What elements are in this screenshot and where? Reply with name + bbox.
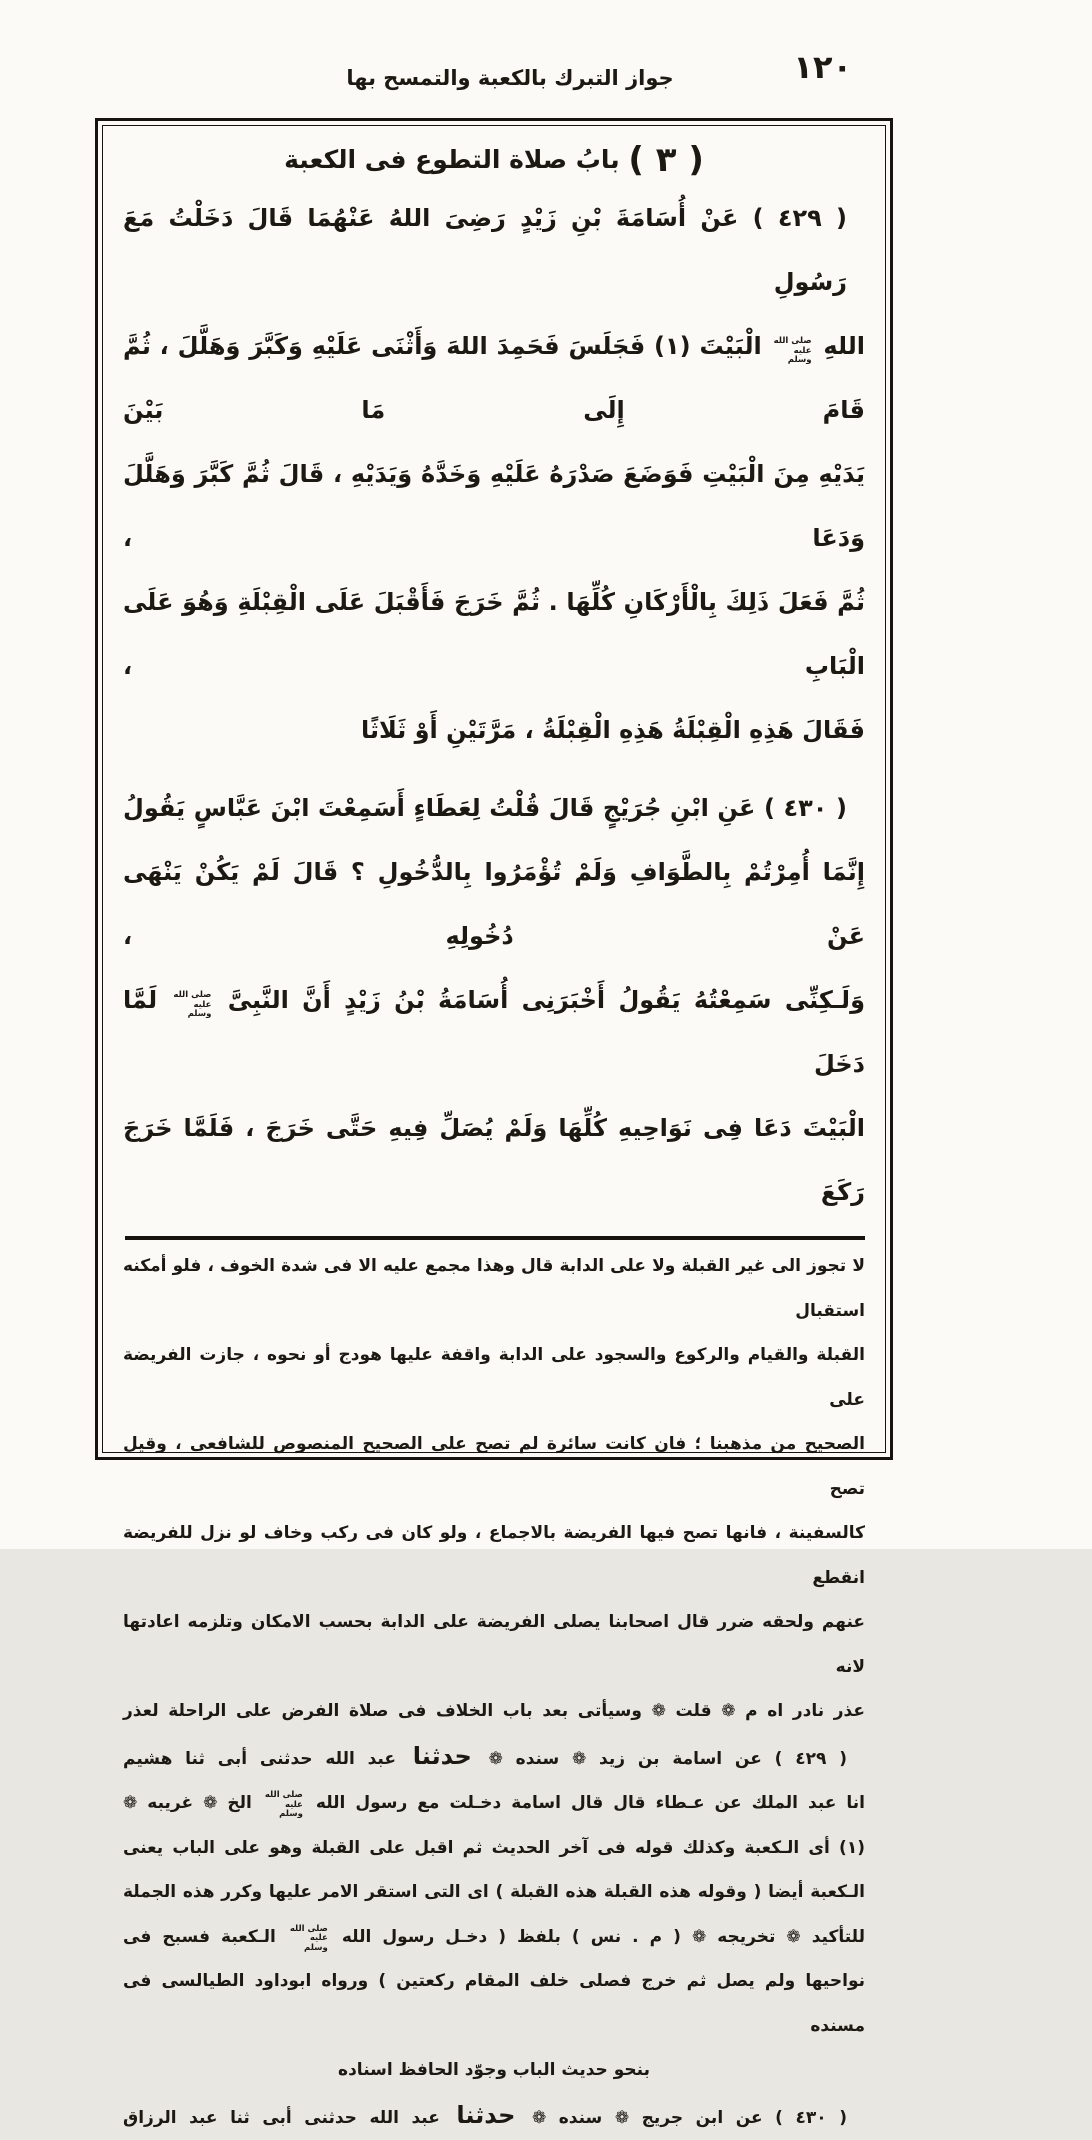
- sallallahu-alayhi-wasallam-symbol: صلى الله عليه وسلم: [290, 1925, 328, 1953]
- running-header-title: جواز التبرك بالكعبة والتمسح بها: [160, 66, 860, 90]
- matn-commentary-divider: [125, 1236, 865, 1240]
- text-line: فَقَالَ هَذِهِ الْقِبْلَةُ هَذِهِ الْقِبْلَةُ ، مَرَّتَيْنِ أَوْ ثَلَاثًا: [123, 698, 865, 762]
- text-line: وَلَـكِنِّى سَمِعْتُهُ يَقُولُ أَخْبَرَنِى أُسَامَةُ بْنُ زَيْدٍ أَنَّ النَّبِىَّ صلى الله عليه وسلم لَمَّا دَخَلَ: [123, 968, 865, 1096]
- isnad-haddathana-word: حدثنا: [409, 1742, 476, 1770]
- text-line: نواحيها ولم يصل ثم خرج فصلى خلف المقام ركعتين ) ورواه ابوداود الطيالسى فى مسنده: [123, 1959, 865, 2048]
- text-line: عذر نادر اه م ❁ قلت ❁ وسيأتى بعد باب الخلاف فى صلاة الفرض على الراحلة لعذر: [123, 1689, 865, 1734]
- sallallahu-alayhi-wasallam-symbol: صلى الله عليه وسلم: [265, 1791, 303, 1819]
- text-line: عنهم ولحقه ضرر قال اصحابنا يصلى الفريضة على الدابة بحسب الامكان وتلزمه اعادتها لانه: [123, 1600, 865, 1689]
- text-line: الصحيح من مذهبنا ؛ فان كانت سائرة لم تصح على الصحيح المنصوص للشافعى ، وقيل تصح: [123, 1422, 865, 1511]
- chapter-title: بابُ صلاة التطوع فى الكعبة: [284, 145, 620, 174]
- text-line: ( ٤٣٠ ) عن ابن جريج ❁ سنده ❁ حدثنا عبد الله حدثنى أبى ثنا عبد الرزاق: [123, 2093, 865, 2140]
- text-line: الـكعبة أيضا ( وقوله هذه القبلة هذه القبلة ) اى التى استقر الامر عليها وكرر هذه الجملة: [123, 1870, 865, 1915]
- text-line: انا عبد الملك عن عـطاء قال قال اسامة دخـلت مع رسول الله صلى الله عليه وسلم الخ ❁ غريبه ❁: [123, 1781, 865, 1826]
- text-line: اللهِ صلى الله عليه وسلم الْبَيْتَ (١) فَجَلَسَ فَحَمِدَ اللهَ وَأَثْنَى عَلَيْهِ وَكَبَّرَ وَهَلَّلَ ، ثُمَّ قَامَ إِلَى مَا بَيْنَ: [123, 314, 865, 442]
- hadith-430-text: [123, 776, 865, 1224]
- page-border-inner-frame: [102, 125, 886, 1453]
- text-line: القبلة والقيام والركوع والسجود على الدابة واقفة عليها هودج أو نحوه ، جازت الفريضة على: [123, 1333, 865, 1422]
- text-line: ثُمَّ فَعَلَ ذَلِكَ بِالْأَرْكَانِ كُلِّهَا . ثُمَّ خَرَجَ فَأَقْبَلَ عَلَى الْقِبْلَةِ وَهُوَ عَلَى الْبَابِ ،: [123, 570, 865, 698]
- sallallahu-alayhi-wasallam-symbol: صلى الله عليه وسلم: [774, 337, 812, 365]
- page-border-frame: [95, 118, 893, 1460]
- text-line: (١) أى الـكعبة وكذلك قوله فى آخر الحديث ثم اقبل على القبلة وهو على الباب يعنى: [123, 1826, 865, 1871]
- isnad-haddathana-word: حدثنا: [452, 2101, 519, 2129]
- text-line: ( ٤٢٩ ) عَنْ أُسَامَةَ بْنِ زَيْدٍ رَضِىَ اللهُ عَنْهُمَا قَالَ دَخَلْتُ مَعَ رَسُولِ: [123, 186, 865, 314]
- text-line: يَدَيْهِ مِنَ الْبَيْتِ فَوَضَعَ صَدْرَهُ عَلَيْهِ وَخَدَّهُ وَيَدَيْهِ ، قَالَ ثُمَّ كَبَّرَ وَهَلَّلَ وَدَعَا ،: [123, 442, 865, 570]
- hadith-429-text: [123, 186, 865, 762]
- text-line: كالسفينة ، فانها تصح فيها الفريضة بالاجماع ، ولو كان فى ركب وخاف لو نزل للفريضة انقطع: [123, 1511, 865, 1600]
- text-line: ( ٤٢٩ ) عن اسامة بن زيد ❁ سنده ❁ حدثنا عبد الله حدثنى أبى ثنا هشيم: [123, 1734, 865, 1782]
- text-line: للتأكيد ❁ تخريجه ❁ ( م . نس ) بلفظ ( دخـل رسول الله صلى الله عليه وسلم الـكعبة فسبح فى: [123, 1915, 865, 1960]
- text-line: لا تجوز الى غير القبلة ولا على الدابة قال وهذا مجمع عليه الا فى شدة الخوف ، فلو أمكنه استقبال: [123, 1244, 865, 1333]
- chapter-number: ( ٣ ): [628, 140, 704, 180]
- text-line: إِنَّمَا أُمِرْتُمْ بِالطَّوَافِ وَلَمْ تُؤْمَرُوا بِالدُّخُولِ ؟ قَالَ لَمْ يَكُنْ يَنْهَى عَنْ دُخُولِهِ ،: [123, 840, 865, 968]
- chapter-heading: [123, 140, 865, 180]
- page-number: ١٢٠: [793, 48, 852, 86]
- commentary-text: [123, 1244, 865, 2140]
- text-line: ( ٤٣٠ ) عَنِ ابْنِ جُرَيْجٍ قَالَ قُلْتُ لِعَطَاءٍ أَسَمِعْتَ ابْنَ عَبَّاسٍ يَقُولُ: [123, 776, 865, 840]
- text-line: الْبَيْتَ دَعَا فِى نَوَاحِيهِ كُلِّهَا وَلَمْ يُصَلِّ فِيهِ حَتَّى خَرَجَ ، فَلَمَّا خَرَجَ رَكَعَ: [123, 1096, 865, 1224]
- text-line: بنحو حديث الباب وجوّد الحافظ اسناده: [123, 2048, 865, 2093]
- sallallahu-alayhi-wasallam-symbol: صلى الله عليه وسلم: [173, 991, 211, 1019]
